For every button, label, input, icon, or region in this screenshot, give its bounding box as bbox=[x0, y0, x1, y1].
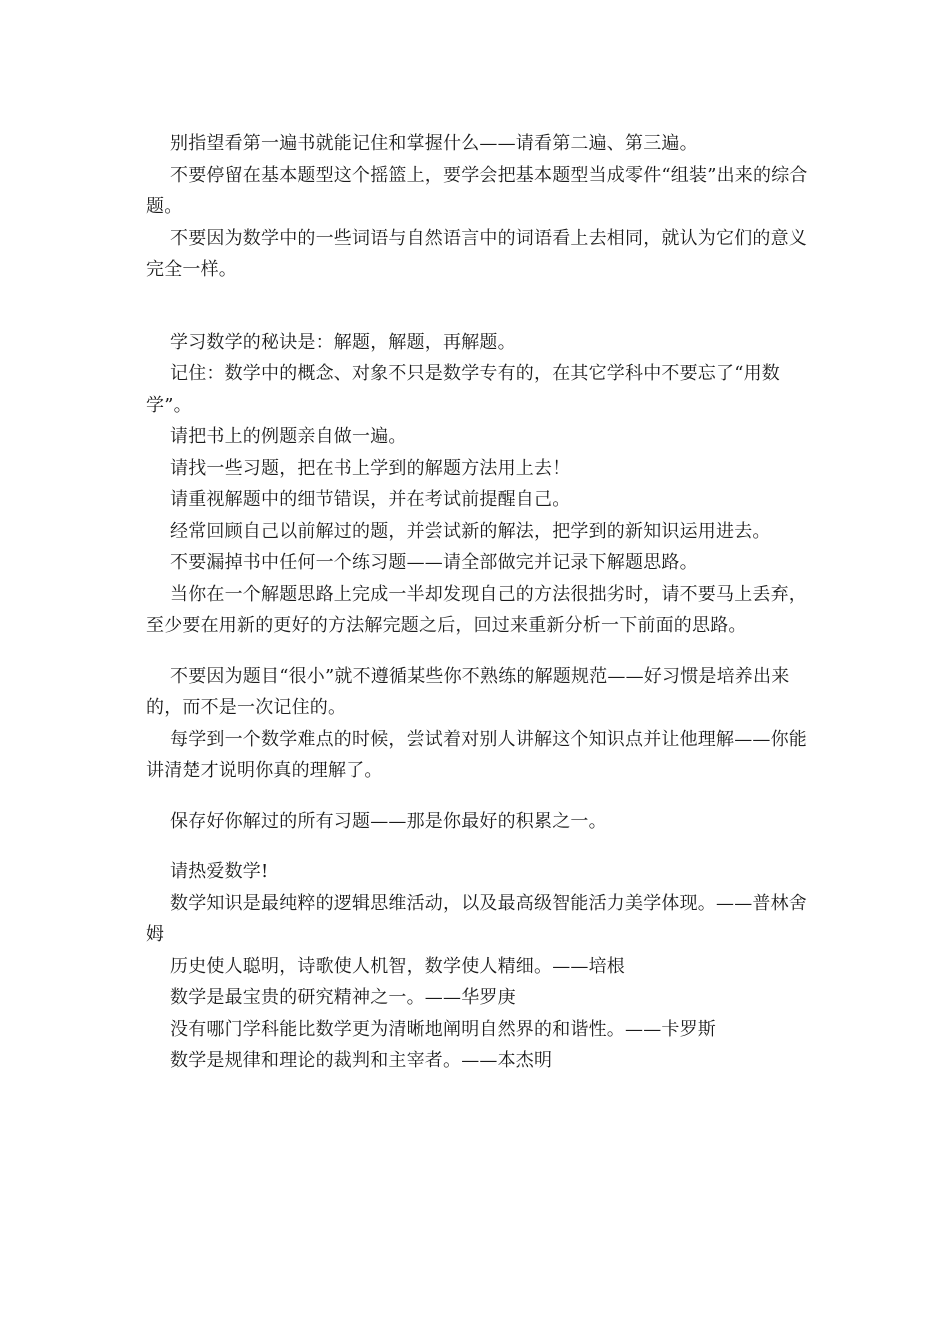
paragraph: 当你在一个解题思路上完成一半却发现自己的方法很拙劣时，请不要马上丢弃，至少要在用新的更好的方法解完题之后，回过来重新分析一下前面的思路。 bbox=[146, 583, 807, 636]
document-body bbox=[146, 128, 808, 1077]
quote: 数学是规律和理论的裁判和主宰者。——本杰明 bbox=[170, 1050, 553, 1071]
paragraph: 记住：数学中的概念、对象不只是数学专有的，在其它学科中不要忘了“用数学”。 bbox=[146, 363, 780, 416]
paragraph: 不要因为数学中的一些词语与自然语言中的词语看上去相同，就认为它们的意义完全一样。 bbox=[146, 227, 807, 280]
paragraph: 请找一些习题，把在书上学到的解题方法用上去！ bbox=[170, 457, 571, 479]
paragraph: 学习数学的秘诀是：解题，解题，再解题。 bbox=[170, 331, 516, 353]
quote: 历史使人聪明，诗歌使人机智，数学使人精细。——培根 bbox=[170, 955, 625, 977]
paragraph: 不要停留在基本题型这个摇篮上，要学会把基本题型当成零件“组装”出来的综合题。 bbox=[146, 164, 808, 217]
quote: 数学知识是最纯粹的逻辑思维活动，以及最高级智能活力美学体现。——普林舍姆 bbox=[146, 892, 807, 945]
paragraph: 别指望看第一遍书就能记住和掌握什么——请看第二遍、第三遍。 bbox=[170, 133, 698, 154]
paragraph: 不要漏掉书中任何一个练习题——请全部做完并记录下解题思路。 bbox=[170, 552, 698, 573]
quote: 数学是最宝贵的研究精神之一。——华罗庚 bbox=[170, 987, 516, 1008]
paragraph: 请热爱数学! bbox=[170, 861, 269, 882]
paragraph: 经常回顾自己以前解过的题，并尝试新的解法，把学到的新知识运用进去。 bbox=[170, 520, 771, 542]
paragraph: 请把书上的例题亲自做一遍。 bbox=[170, 426, 407, 447]
paragraph: 每学到一个数学难点的时候，尝试着对别人讲解这个知识点并让他理解——你能讲清楚才说明你真的理解了。 bbox=[146, 728, 807, 781]
paragraph: 请重视解题中的细节错误，并在考试前提醒自己。 bbox=[170, 489, 571, 510]
paragraph: 保存好你解过的所有习题——那是你最好的积累之一。 bbox=[170, 810, 607, 832]
quote: 没有哪门学科能比数学更为清晰地阐明自然界的和谐性。——卡罗斯 bbox=[170, 1018, 716, 1040]
paragraph: 不要因为题目“很小”就不遵循某些你不熟练的解题规范——好习惯是培养出来的，而不是一次记住的。 bbox=[146, 665, 790, 718]
